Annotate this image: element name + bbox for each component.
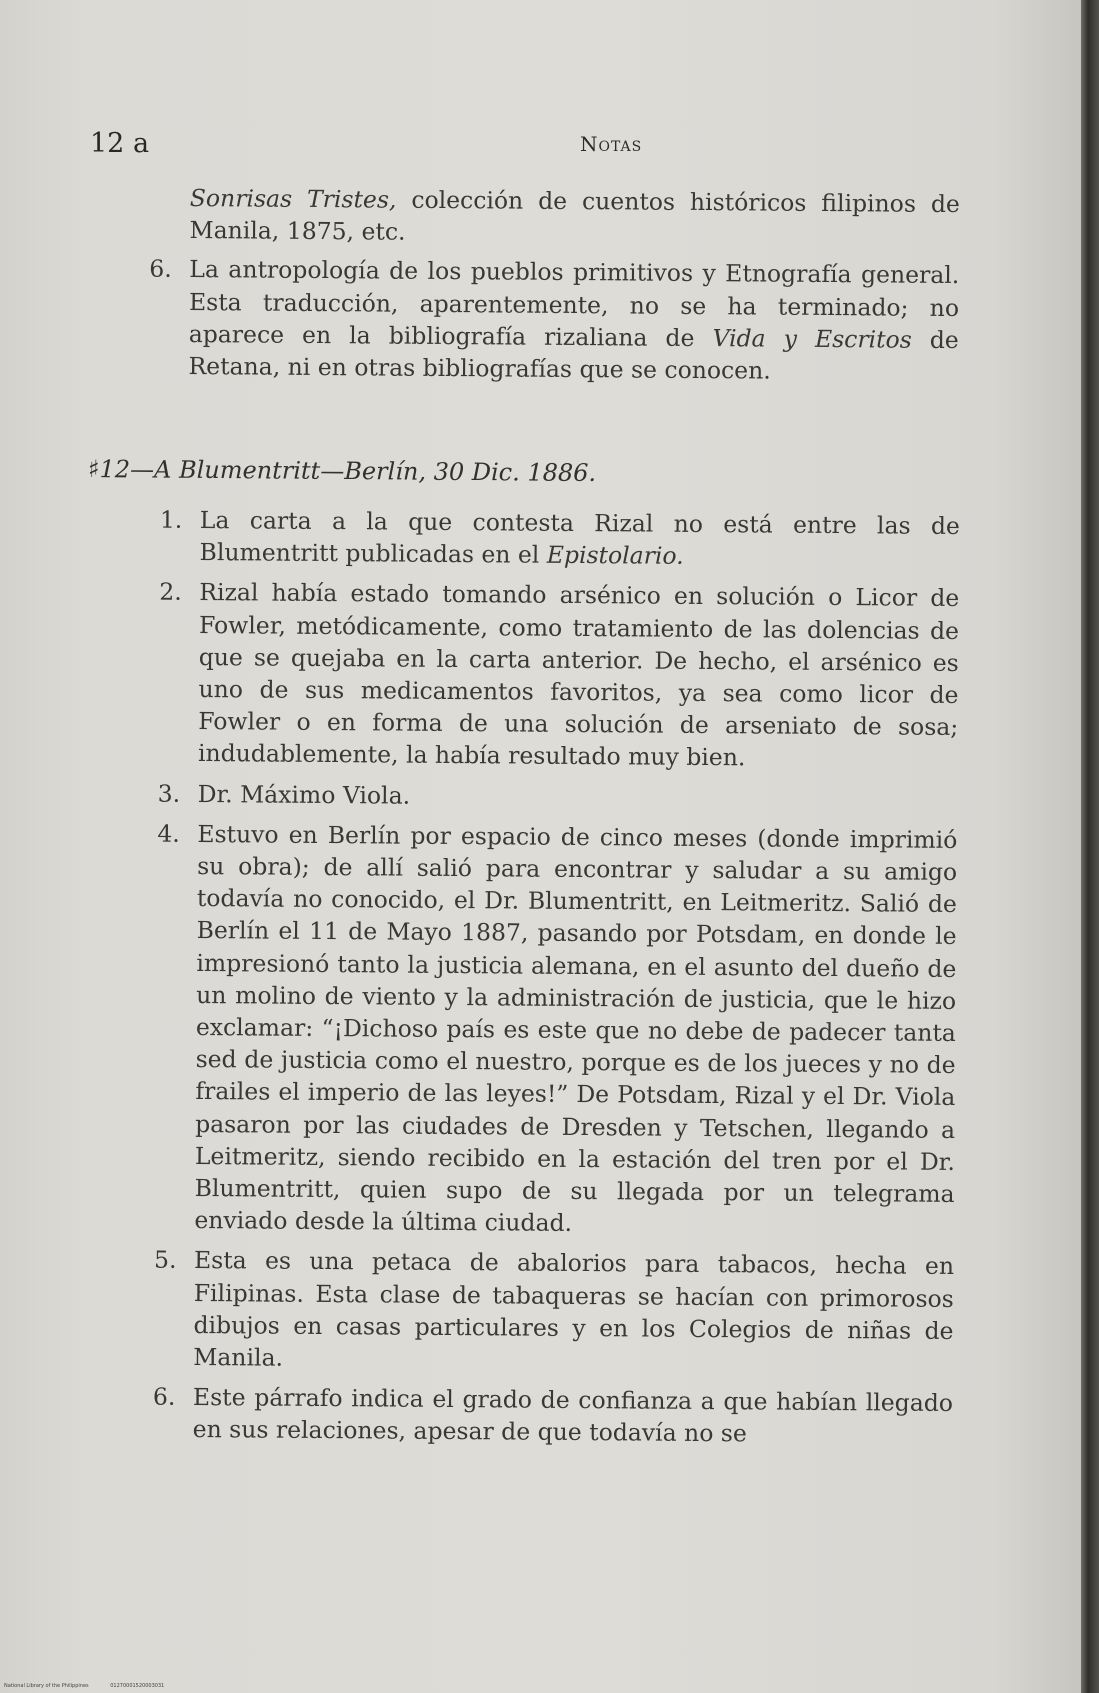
upper-notes — [149, 182, 960, 396]
footer-library: National Library of the Philippines — [4, 1683, 89, 1689]
note-item — [153, 1244, 955, 1379]
note-text: Este párrafo indica el grado de confianza a que habían llegado en sus relaciones, apesar de que todavía no se — [192, 1383, 954, 1448]
scan-footer — [4, 1683, 184, 1689]
book-spine-shadow — [1081, 0, 1099, 1693]
note-number: 5. — [153, 1246, 177, 1275]
note-text: La carta a la que contesta Rizal no está entre las de Blumentritt publicadas en el — [199, 505, 960, 569]
lead-text: colección de cuentos históricos filipinos de Manila, 1875, etc. — [189, 185, 960, 246]
note-item — [152, 1381, 954, 1451]
letter-notes — [152, 504, 960, 1460]
note-number: 6. — [149, 255, 172, 284]
running-title: Notas — [580, 132, 643, 156]
note-text: Estuvo en Berlín por espacio de cinco meses (donde imprimió su obra); de allí salió para encontrar y saludar a su amigo todavía no conocido, el Dr. Blumentritt, en Leitmeritz. Salió de Berlín el 11 de Mayo 1887, pasando por Potsdam, en donde le impresionó tanto la justicia alemana, en el asunto del dueño de un molino de viento y la administración de justicia, que le hizo exclamar: “¡Dichoso país es este que no debe de padecer tanta sed de justicia como el nuestro, porque es de los jueces y no de frailes el imperio de las leyes!” De Potsdam, Rizal y el Dr. Viola pasaron por las ciudades de Dresden y Tetschen, llegando a Leitmeritz, siendo recibido en la estación del tren por el Dr. Blumentritt, quien supo de su llegada por un telegrama enviado desde la última ciudad. — [194, 819, 958, 1238]
note-text: Dr. Máximo Viola. — [197, 779, 411, 810]
note-number: 3. — [157, 779, 181, 808]
footer-code: 01270001520003031 — [110, 1683, 165, 1689]
page-header — [90, 128, 970, 168]
note-text-tail: de Retana, ni en otras bibliografías que se conocen. — [188, 325, 959, 385]
note-text: Esta es una petaca de abalorios para tabacos, hecha en Filipinas. Esta clase de tabaqueras se hacían con primorosos dibujos en casas particulares y en los Colegios de niñas de Manila. — [193, 1246, 955, 1372]
note-item — [157, 778, 958, 816]
lead-paragraph — [189, 182, 959, 252]
note-number: 2. — [159, 578, 182, 607]
note-number: 6. — [152, 1382, 176, 1412]
note-italic: Vida y Escritos — [712, 323, 912, 354]
letter-heading: ♯12—A Blumentritt—Berlín, 30 Dic. 1886. — [87, 455, 597, 487]
note-item — [159, 504, 960, 574]
note-item — [157, 818, 958, 1243]
note-text: Rizal había estado tomando arsénico en solución o Licor de Fowler, metódicamente, como tratamiento de las dolencias de que se quejaba en la carta anterior. De hecho, el arsénico es uno de sus medicamentos favoritos, ya sea como licor de Fowler o en forma de una solución de arseniato de sosa; indudablemente, la había resultado muy bien. — [197, 578, 960, 772]
note-text: La antropología de los pueblos primitivos y Etnografía general. Esta traducción, aparentemente, no se ha terminado; no aparece en la bibliografía rizaliana de — [188, 255, 960, 352]
note-item — [149, 253, 960, 388]
note-item — [159, 576, 960, 775]
note-number: 1. — [159, 505, 183, 534]
page-number: 12 a — [90, 128, 150, 159]
book-title: Sonrisas Tristes, — [189, 183, 397, 214]
note-number: 4. — [157, 819, 180, 848]
note-italic: Epistolario. — [546, 540, 684, 571]
